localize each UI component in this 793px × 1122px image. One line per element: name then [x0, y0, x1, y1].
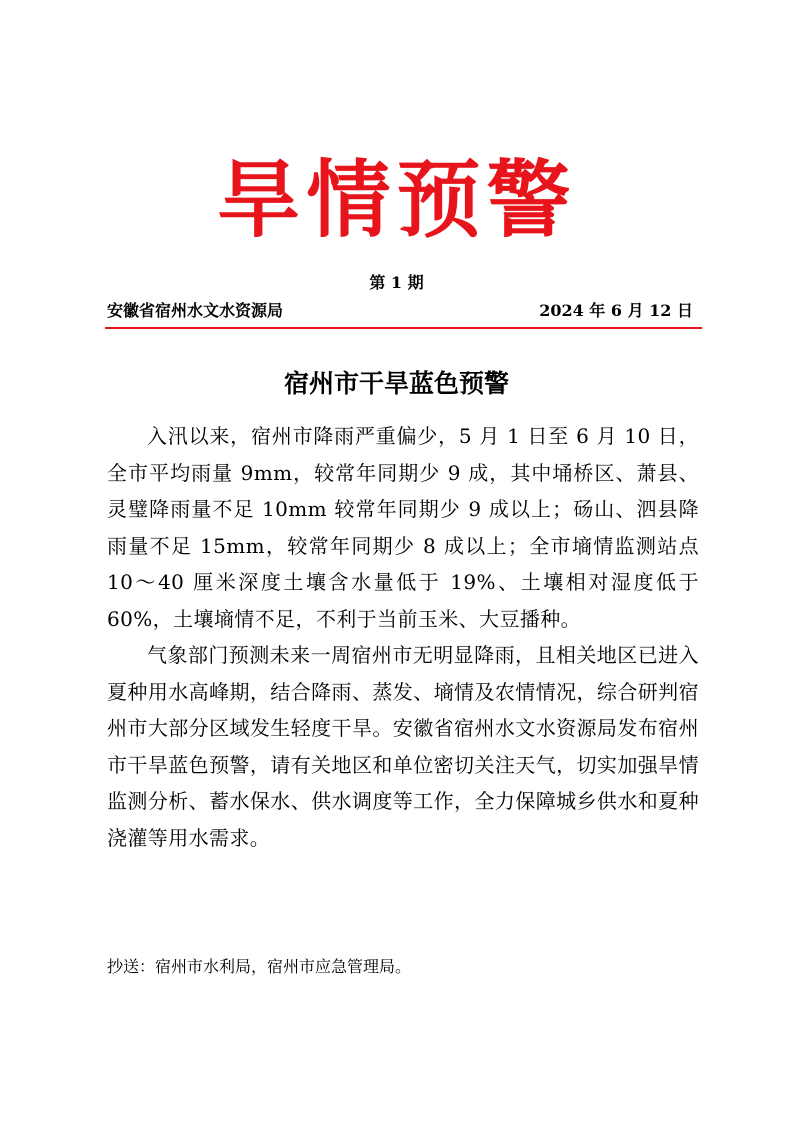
- red-divider-line: [105, 327, 702, 329]
- issuing-agency: 安徽省宿州水文水资源局: [107, 301, 284, 320]
- body-paragraph: 气象部门预测未来一周宿州市无明显降雨，且相关地区已进入夏种用水高峰期，结合降雨、蒸发、墒情及农情情况，综合研判宿州市大部分区域发生轻度干旱。安徽省宿州水文水资源局发布宿州市干旱蓝色预警，请有关地区和单位密切关注天气，切实加强旱情监测分析、蓄水保水、供水调度等工作，全力保障城乡供水和夏种浇灌等用水需求。: [107, 643, 699, 850]
- issue-number: 第 1 期: [369, 273, 424, 292]
- issue-date: 2024 年 6 月 12 日: [539, 301, 693, 320]
- document-title: 宿州市干旱蓝色预警: [283, 369, 509, 398]
- masthead-title: 旱情预警: [216, 151, 577, 249]
- body-paragraph: 入汛以来，宿州市降雨严重偏少，5 月 1 日至 6 月 10 日，全市平均雨量 9mm，较常年同期少 9 成，其中埇桥区、萧县、灵璧降雨量不足 10mm 较常年同期少 9 成以上；砀山、泗县降雨量不足 15mm，较常年同期少 8 成以上；全市墒情监测站点 10～40 厘米深度土壤含水量低于 19%、土壤相对湿度低于 60%，土壤墒情不足，不利于当前玉米、大豆播种。: [107, 424, 699, 631]
- cc-line: 抄送：宿州市水利局，宿州市应急管理局。: [107, 957, 412, 976]
- document-body: [107, 418, 699, 856]
